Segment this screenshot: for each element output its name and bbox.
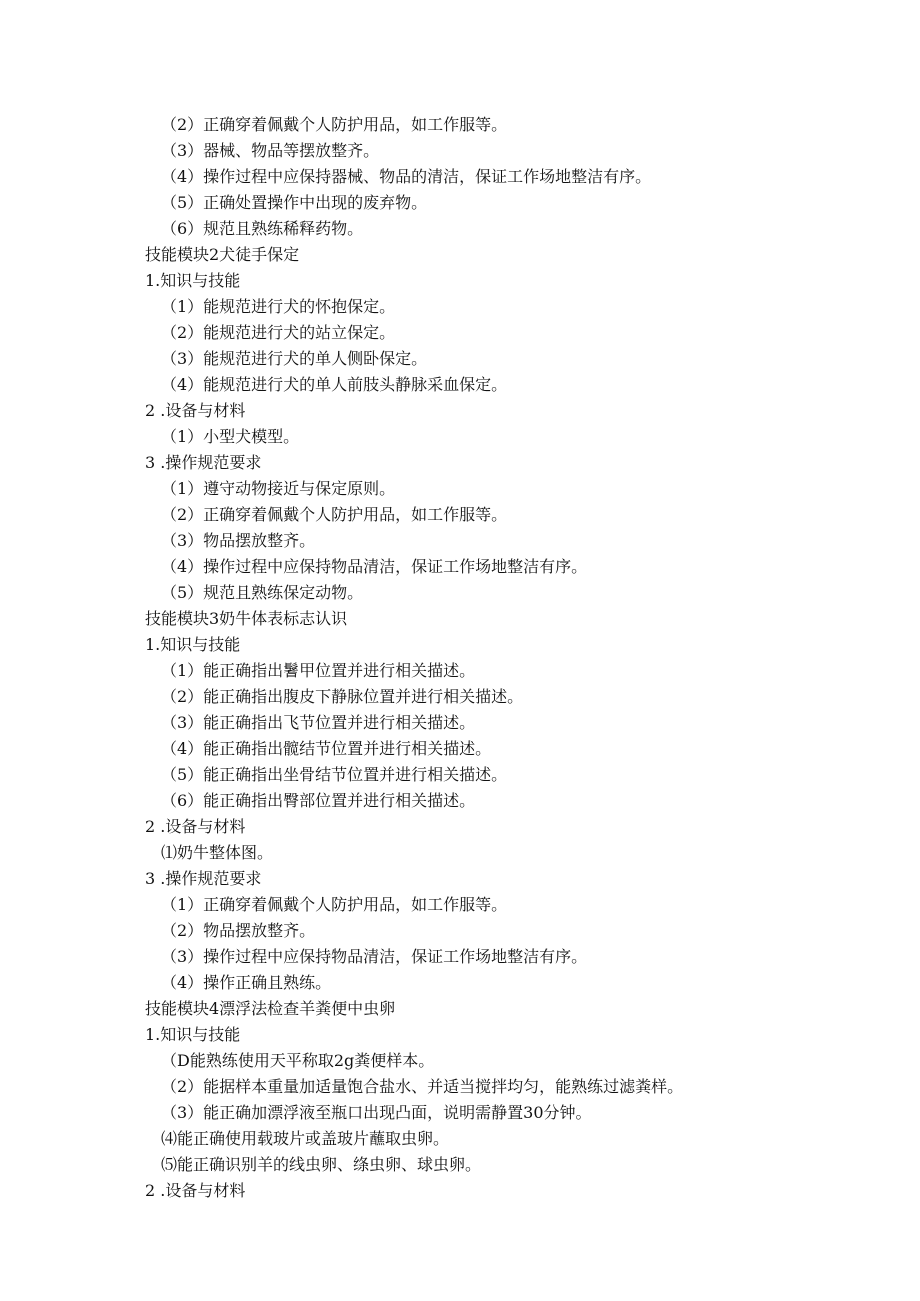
list-item: （2）能正确指出腹皮下静脉位置并进行相关描述。 (161, 687, 524, 706)
list-item: （6）能正确指出臀部位置并进行相关描述。 (161, 791, 476, 810)
list-item: （4）操作正确且熟练。 (161, 973, 332, 992)
list-item: （2）正确穿着佩戴个人防护用品，如工作服等。 (161, 505, 508, 524)
list-item: （5）规范且熟练保定动物。 (161, 583, 364, 602)
section-heading: 2 .设备与材料 (145, 817, 246, 836)
list-item: （3）能正确指出飞节位置并进行相关描述。 (161, 713, 476, 732)
list-item: （5）能正确指出坐骨结节位置并进行相关描述。 (161, 765, 508, 784)
list-item: （2）能据样本重量加适量饱合盐水、并适当搅拌均匀，能熟练过滤粪样。 (161, 1077, 684, 1096)
list-item: ⑴奶牛整体图。 (161, 843, 274, 862)
list-item: （4）操作过程中应保持器械、物品的清洁，保证工作场地整洁有序。 (161, 167, 652, 186)
list-item: （2）能规范进行犬的站立保定。 (161, 323, 396, 342)
document-body (0, 112, 920, 1204)
module-heading: 技能模块4漂浮法检查羊粪便中虫卵 (145, 999, 396, 1018)
list-item: （3）操作过程中应保持物品清洁，保证工作场地整洁有序。 (161, 947, 588, 966)
list-item: （D能熟练使用天平称取2g粪便样本。 (161, 1051, 435, 1070)
list-item: ⑸能正确识别羊的线虫卵、绦虫卵、球虫卵。 (161, 1155, 482, 1174)
list-item: （5）正确处置操作中出现的废弃物。 (161, 193, 428, 212)
list-item: （6）规范且熟练稀释药物。 (161, 219, 364, 238)
list-item: （1）能规范进行犬的怀抱保定。 (161, 297, 396, 316)
section-heading: 2 .设备与材料 (145, 401, 246, 420)
section-heading: 3 .操作规范要求 (145, 453, 262, 472)
list-item: （2）正确穿着佩戴个人防护用品，如工作服等。 (161, 115, 508, 134)
list-item: （4）能正确指出髋结节位置并进行相关描述。 (161, 739, 492, 758)
section-heading: 3 .操作规范要求 (145, 869, 262, 888)
list-item: （1）正确穿着佩戴个人防护用品，如工作服等。 (161, 895, 508, 914)
list-item: （2）物品摆放整齐。 (161, 921, 316, 940)
section-heading: 1.知识与技能 (145, 271, 241, 290)
module-heading: 技能模块3奶牛体表标志认识 (145, 609, 348, 628)
section-heading: 1.知识与技能 (145, 1025, 241, 1044)
module-heading: 技能模块2犬徒手保定 (145, 245, 300, 264)
list-item: （4）能规范进行犬的单人前肢头静脉采血保定。 (161, 375, 508, 394)
list-item: （4）操作过程中应保持物品清洁，保证工作场地整洁有序。 (161, 557, 588, 576)
list-item: （3）物品摆放整齐。 (161, 531, 316, 550)
list-item: （3）器械、物品等摆放整齐。 (161, 141, 380, 160)
list-item: （1）小型犬模型。 (161, 427, 300, 446)
list-item: （3）能规范进行犬的单人侧卧保定。 (161, 349, 428, 368)
list-item: ⑷能正确使用载玻片或盖玻片蘸取虫卵。 (161, 1129, 450, 1148)
section-heading: 2 .设备与材料 (145, 1181, 246, 1200)
list-item: （3）能正确加漂浮液至瓶口出现凸面，说明需静置30分钟。 (161, 1103, 592, 1122)
section-heading: 1.知识与技能 (145, 635, 241, 654)
list-item: （1）能正确指出鬐甲位置并进行相关描述。 (161, 661, 476, 680)
list-item: （1）遵守动物接近与保定原则。 (161, 479, 396, 498)
